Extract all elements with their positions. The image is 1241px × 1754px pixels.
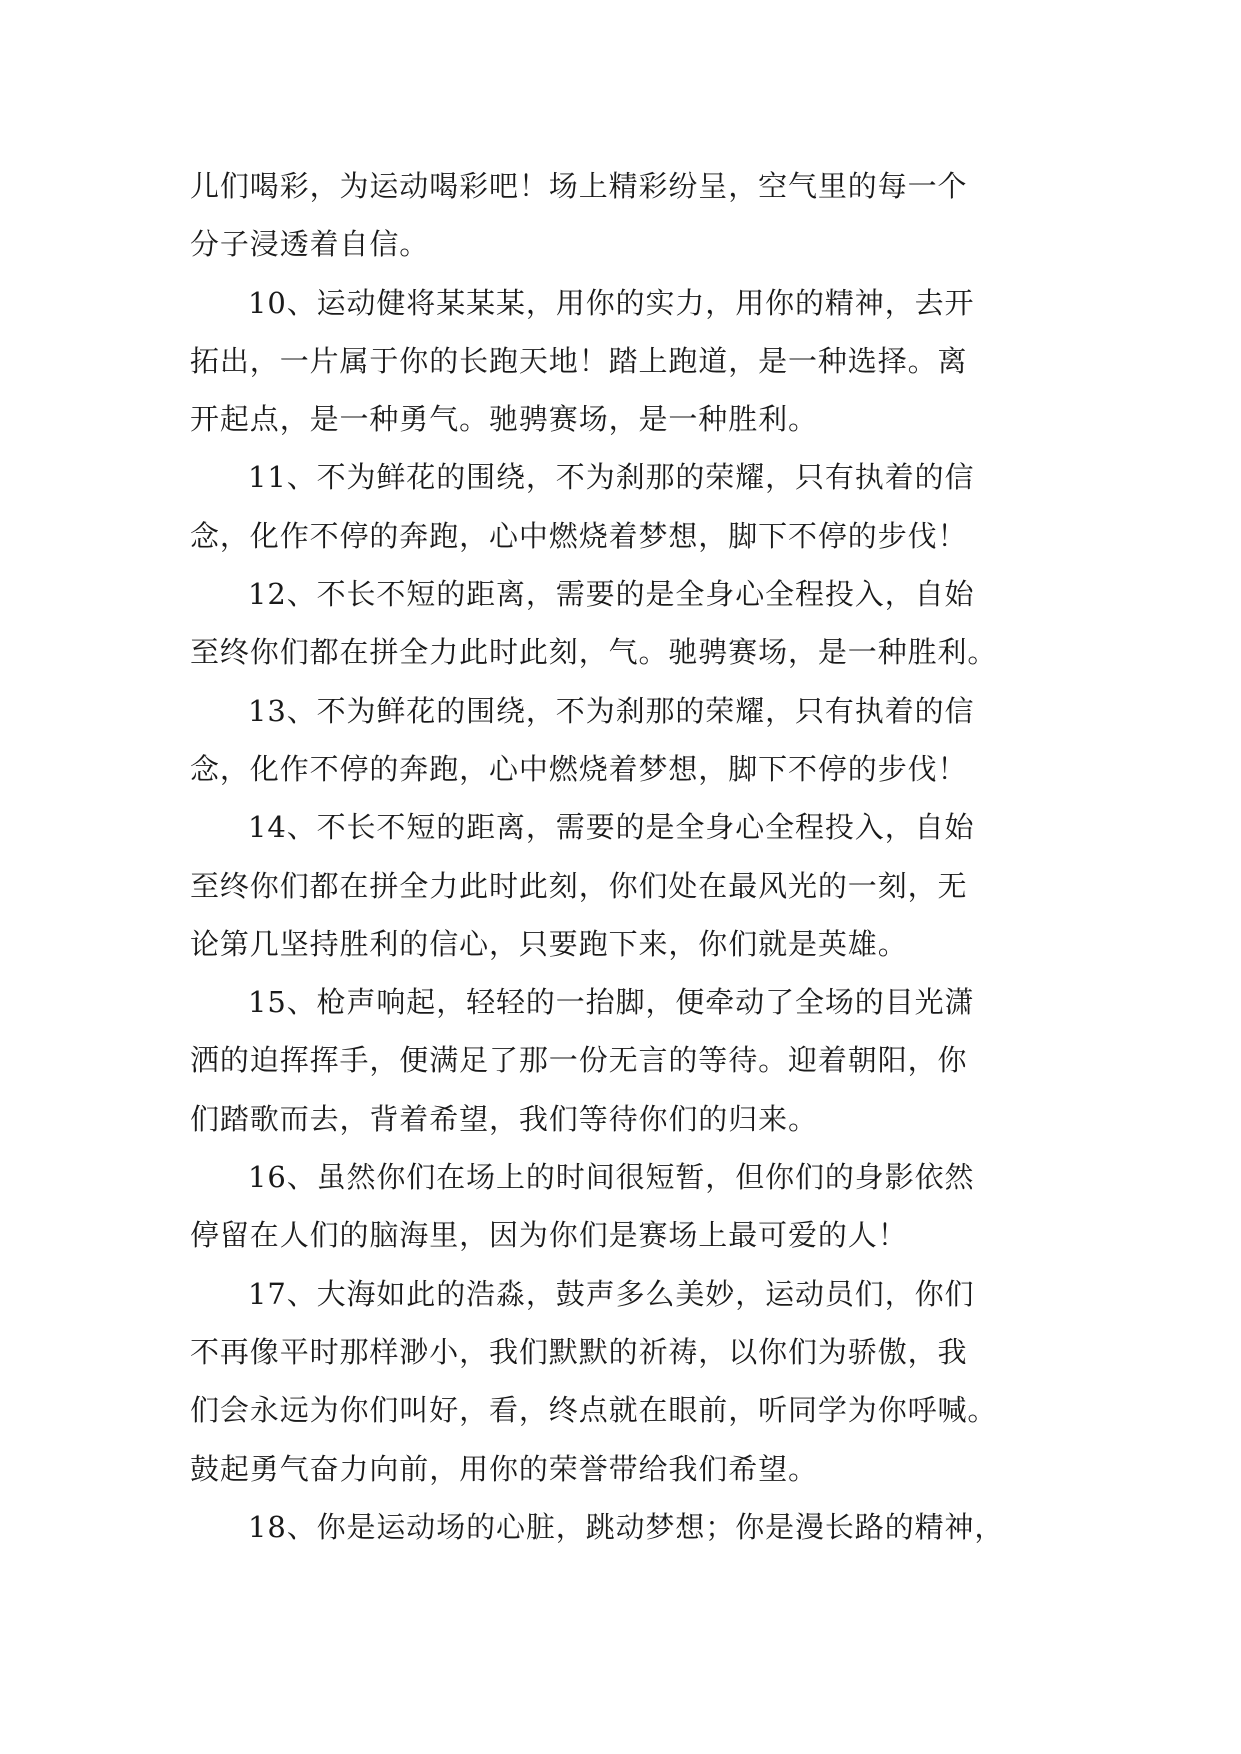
- text-line: 念，化作不停的奔跑，心中燃烧着梦想，脚下不停的步伐！: [190, 751, 968, 786]
- text-line: 10、运动健将某某某，用你的实力，用你的精神，去开: [248, 285, 975, 320]
- paragraph-item-17: [190, 1265, 1060, 1498]
- text-line: 不再像平时那样渺小，我们默默的祈祷，以你们为骄傲，我: [190, 1334, 968, 1369]
- text-line: 12、不长不短的距离，需要的是全身心全程投入，自始: [248, 577, 975, 612]
- text-line: 停留在人们的脑海里，因为你们是赛场上最可爱的人！: [190, 1218, 908, 1253]
- text-line: 拓出，一片属于你的长跑天地！踏上跑道，是一种选择。离: [190, 343, 968, 378]
- text-line: 16、虽然你们在场上的时间很短暂，但你们的身影依然: [248, 1160, 975, 1195]
- text-line: 18、你是运动场的心脏，跳动梦想；你是漫长路的精神，: [248, 1509, 1005, 1544]
- text-line: 分子浸透着自信。: [190, 227, 430, 262]
- text-line: 们会永远为你们叫好，看，终点就在眼前，听同学为你呼喊。: [190, 1393, 998, 1428]
- paragraph-continuation: [190, 157, 1060, 274]
- text-line: 洒的迫挥挥手，便满足了那一份无言的等待。迎着朝阳，你: [190, 1043, 968, 1078]
- text-line: 至终你们都在拼全力此时此刻，你们处在最风光的一刻，无: [190, 868, 968, 903]
- text-line: 11、不为鲜花的围绕，不为刹那的荣耀，只有执着的信: [248, 460, 975, 495]
- paragraph-item-16: [190, 1148, 1060, 1265]
- text-line: 开起点，是一种勇气。驰骋赛场，是一种胜利。: [190, 402, 818, 437]
- text-line: 14、不长不短的距离，需要的是全身心全程投入，自始: [248, 810, 975, 845]
- text-line: 15、枪声响起，轻轻的一抬脚，便牵动了全场的目光潇: [248, 985, 975, 1020]
- paragraph-item-14: [190, 798, 1060, 973]
- text-line: 论第几坚持胜利的信心，只要跑下来，你们就是英雄。: [190, 926, 908, 961]
- paragraph-item-13: [190, 682, 1060, 799]
- text-line: 至终你们都在拼全力此时此刻，气。驰骋赛场，是一种胜利。: [190, 635, 998, 670]
- text-line: 儿们喝彩，为运动喝彩吧！场上精彩纷呈，空气里的每一个: [190, 169, 968, 203]
- text-line: 17、大海如此的浩淼，鼓声多么美妙，运动员们，你们: [248, 1276, 975, 1311]
- paragraph-item-18: [190, 1498, 1060, 1556]
- text-line: 鼓起勇气奋力向前，用你的荣誉带给我们希望。: [190, 1451, 818, 1486]
- text-line: 们踏歌而去，背着希望，我们等待你们的归来。: [190, 1101, 818, 1136]
- paragraph-item-11: [190, 448, 1060, 565]
- paragraph-item-10: [190, 274, 1060, 449]
- text-line: 念，化作不停的奔跑，心中燃烧着梦想，脚下不停的步伐！: [190, 518, 968, 553]
- paragraph-item-15: [190, 973, 1060, 1148]
- text-line: 13、不为鲜花的围绕，不为刹那的荣耀，只有执着的信: [248, 693, 975, 728]
- paragraph-item-12: [190, 565, 1060, 682]
- document-body: [190, 157, 1060, 1556]
